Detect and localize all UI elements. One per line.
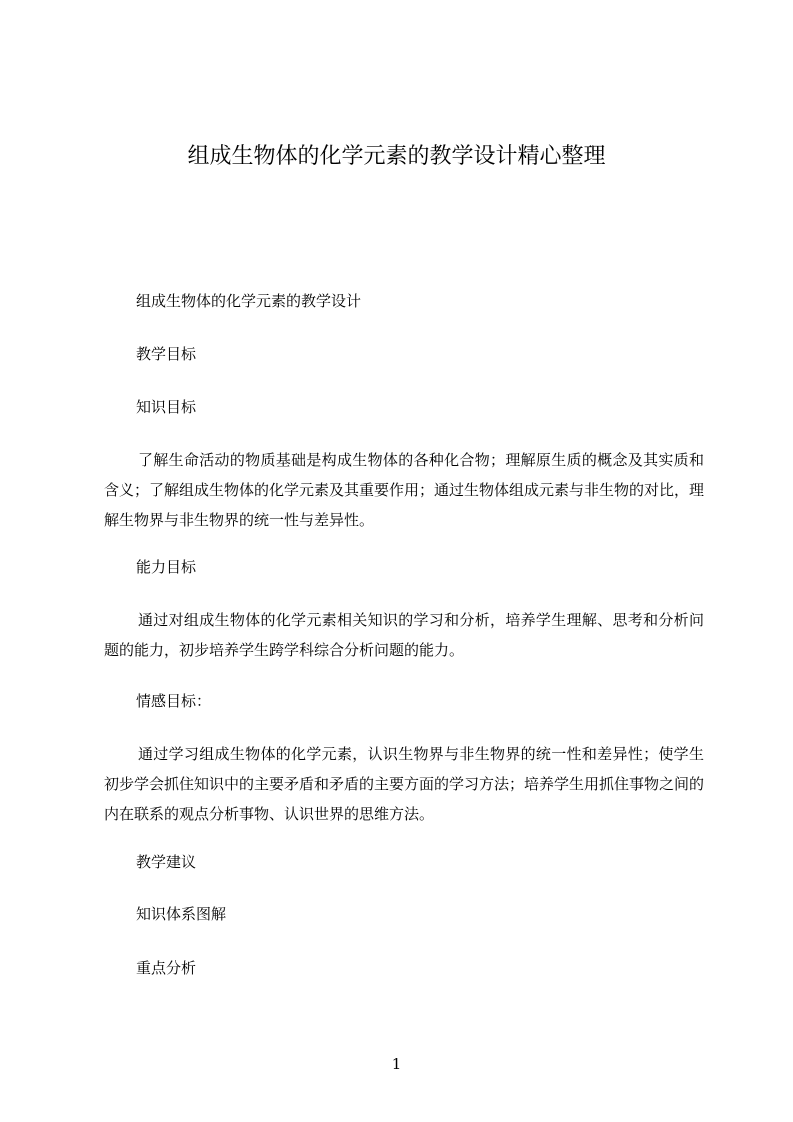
teaching-suggestions-heading: 教学建议 (136, 853, 197, 871)
key-analysis-heading: 重点分析 (136, 959, 197, 977)
knowledge-diagram-heading: 知识体系图解 (136, 905, 227, 923)
knowledge-goals-heading: 知识目标 (136, 398, 197, 416)
knowledge-goals-paragraph: 了解生命活动的物质基础是构成生物体的各种化合物；理解原生质的概念及其实质和含义；了解组成生物体的化学元素及其重要作用；通过生物体组成元素与非生物的对比，理解生物界与非生物界的统一性与差异性。 (104, 451, 705, 529)
subtitle-heading: 组成生物体的化学元素的教学设计 (136, 292, 362, 310)
ability-goals-paragraph: 通过对组成生物体的化学元素相关知识的学习和分析，培养学生理解、思考和分析问题的能力，初步培养学生跨学科综合分析问题的能力。 (104, 611, 704, 659)
teaching-goals-heading: 教学目标 (136, 345, 197, 363)
page-number: 1 (391, 1055, 402, 1073)
document-title: 组成生物体的化学元素的教学设计精心整理 (187, 144, 606, 169)
emotion-goals-paragraph: 通过学习组成生物体的化学元素，认识生物界与非生物界的统一性和差异性；使学生初步学会抓住知识中的主要矛盾和矛盾的主要方面的学习方法；培养学生用抓住事物之间的内在联系的观点分析事物、认识世界的思维方法。 (104, 745, 705, 823)
emotion-goals-heading: 情感目标： (136, 692, 212, 710)
ability-goals-heading: 能力目标 (136, 558, 197, 576)
